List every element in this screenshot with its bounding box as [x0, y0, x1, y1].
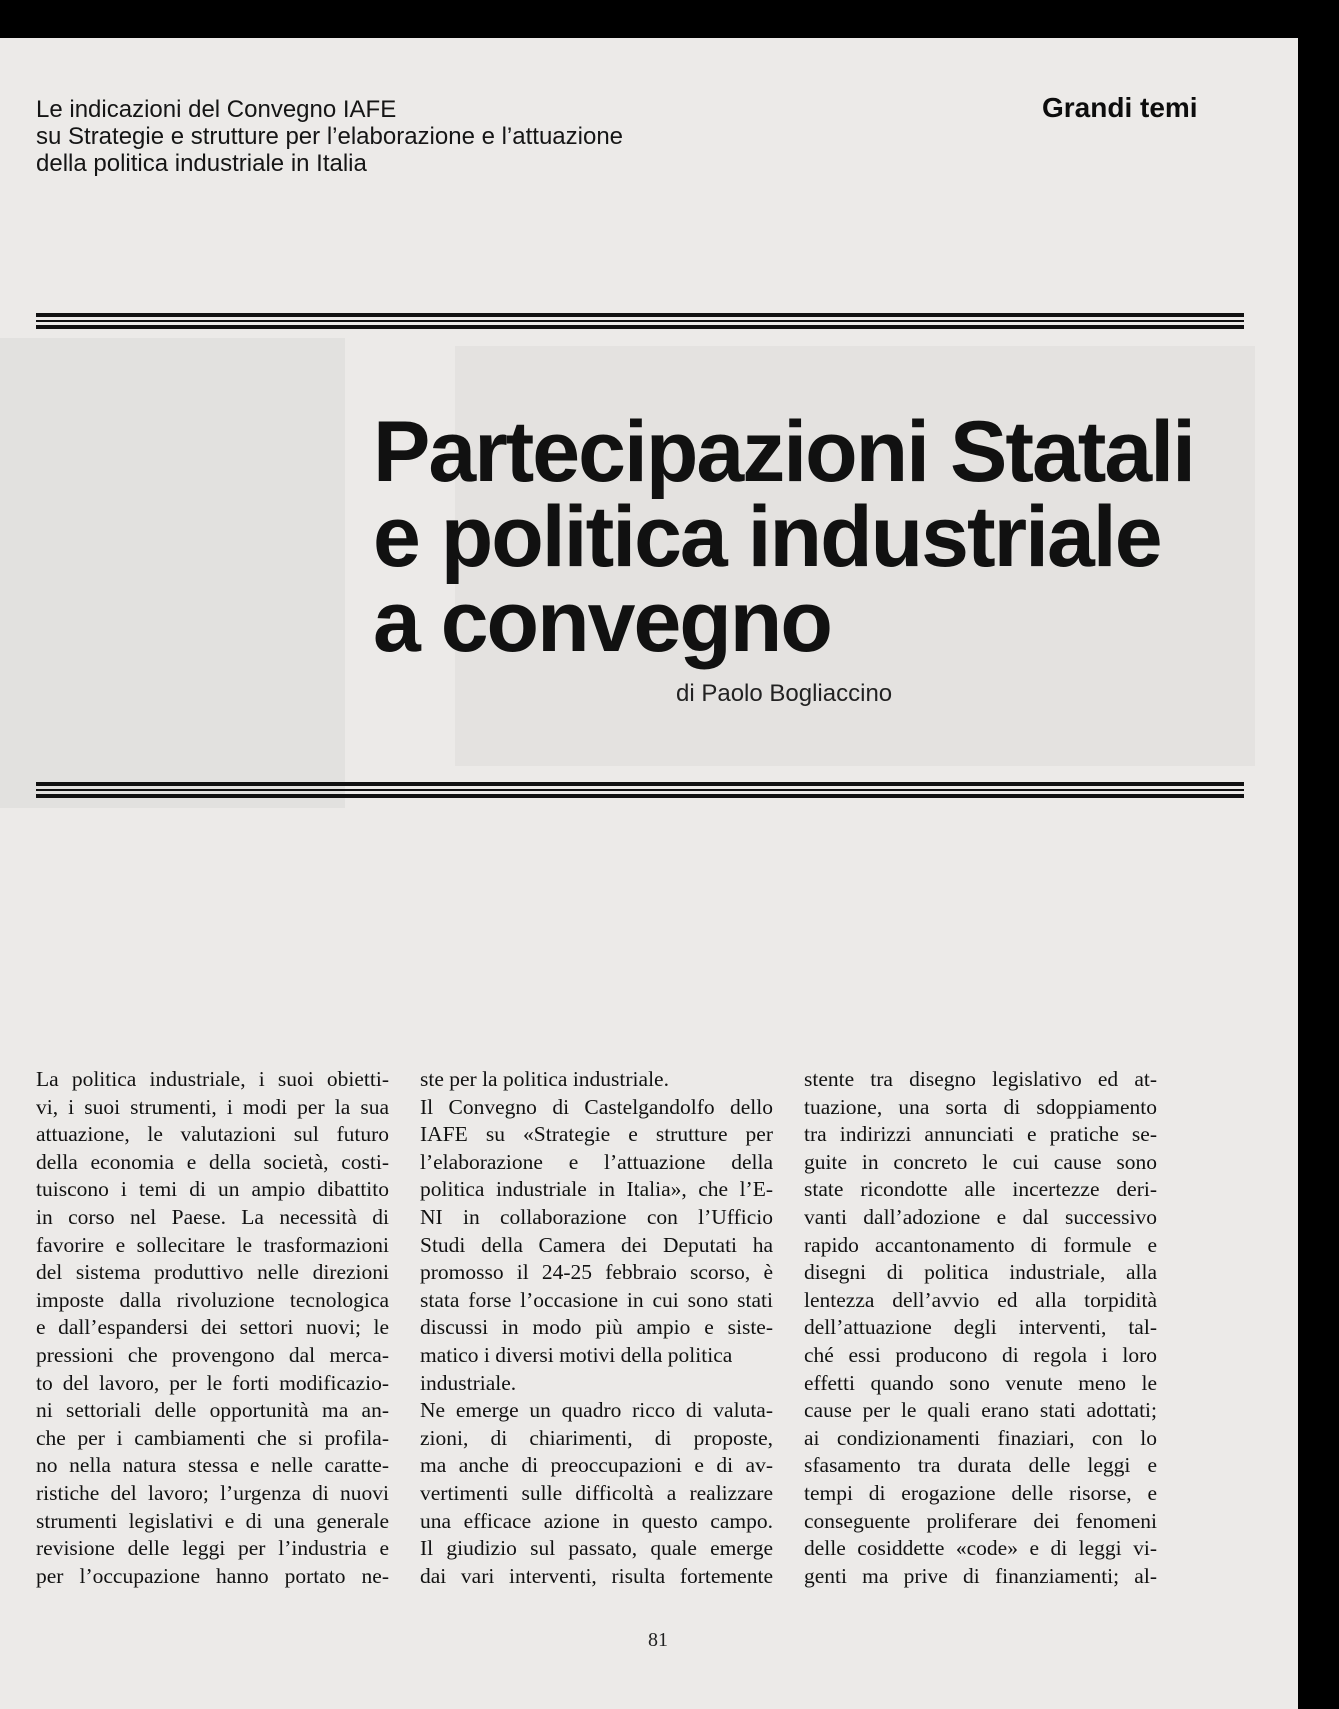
text-line: stente tra disegno legislativo ed at-	[804, 1067, 1157, 1091]
text-line: lentezza dell’avvio ed alla torpidità	[804, 1287, 1157, 1312]
text-line: ni settoriali delle opportunità ma an-	[36, 1398, 389, 1423]
top-rule-bottom	[36, 325, 1244, 329]
intro-line: su Strategie e strutture per l’elaborazione e l’attuazione	[36, 123, 624, 150]
page-number: 81	[648, 1629, 668, 1651]
text-line: Il Convegno di Castelgandolfo dello	[420, 1094, 773, 1119]
text-line: delle cosiddette «code» e di leggi vi-	[804, 1536, 1157, 1561]
text-line: in corso nel Paese. La necessità di	[36, 1204, 389, 1229]
text-line: strumenti legislativi e di una generale	[36, 1508, 389, 1533]
text-line: discussi in modo più ampio e siste-	[420, 1315, 773, 1340]
text-line: e dall’espandersi dei settori nuovi; le	[36, 1315, 389, 1340]
text-line: per l’occupazione hanno portato ne-	[36, 1563, 389, 1588]
title-line: e politica industriale	[373, 489, 1161, 585]
text-line: La politica industriale, i suoi obietti-	[36, 1067, 389, 1091]
top-rule-thin	[36, 320, 1244, 322]
text-line: promosso il 24-25 febbraio scorso, è	[420, 1260, 773, 1285]
text-line: tempi di erogazione delle risorse, e	[804, 1480, 1157, 1505]
text-line: zioni, di chiarimenti, di proposte,	[420, 1425, 773, 1450]
text-line: ma anche di preoccupazioni e di av-	[420, 1453, 773, 1478]
text-line: politica industriale in Italia», che l’E-	[420, 1177, 773, 1202]
text-line: attuazione, le valutazioni sul futuro	[36, 1122, 389, 1147]
intro-text	[36, 96, 836, 177]
text-line: conseguente proliferare dei fenomeni	[804, 1508, 1157, 1533]
text-line: tuazione, una sorta di sdoppiamento	[804, 1094, 1157, 1119]
column-2	[420, 1066, 773, 1590]
text-line: no nella natura stessa e nelle caratte-	[36, 1453, 389, 1478]
mid-rule	[36, 782, 1244, 786]
text-line: vanti dall’adozione e dal successivo	[804, 1204, 1157, 1229]
intro-line: Le indicazioni del Convegno IAFE	[36, 96, 397, 123]
text-line: pressioni che provengono dal merca-	[36, 1342, 389, 1367]
mid-rule-thin	[36, 789, 1244, 791]
text-line: favorire e sollecitare le trasformazioni	[36, 1232, 389, 1257]
text-line: Il giudizio sul passato, quale emerge	[420, 1536, 773, 1561]
text-line: genti ma prive di finanziamenti; al-	[804, 1563, 1157, 1588]
text-line: sfasamento tra durata delle leggi e	[804, 1453, 1157, 1478]
mid-rule-bottom	[36, 794, 1244, 798]
text-line: effetti quando sono venute meno le	[804, 1370, 1157, 1395]
text-line: vi, i suoi strumenti, i modi per la sua	[36, 1094, 389, 1119]
text-line: cause per le quali erano stati adottati;	[804, 1398, 1157, 1423]
text-line: che per i cambiamenti che si profila-	[36, 1425, 389, 1450]
text-line: ristiche del lavoro; l’urgenza di nuovi	[36, 1480, 389, 1505]
text-line: tuiscono i temi di un ampio dibattito	[36, 1177, 389, 1202]
text-line: IAFE su «Strategie e strutture per	[420, 1122, 773, 1147]
byline: di Paolo Bogliaccino	[676, 680, 893, 707]
text-line: NI in collaborazione con l’Ufficio	[420, 1204, 773, 1229]
text-line: disegni di politica industriale, alla	[804, 1260, 1157, 1285]
text-line: guite in concreto le cui cause sono	[804, 1149, 1157, 1174]
title-line: a convegno	[373, 574, 831, 670]
text-line: della economia e della società, costi-	[36, 1149, 389, 1174]
text-line: ai condizionamenti finaziari, con lo	[804, 1425, 1157, 1450]
top-rule	[36, 313, 1244, 317]
text-line: Ne emerge un quadro ricco di valuta-	[420, 1398, 773, 1423]
column-1	[36, 1066, 389, 1590]
text-line: ste per la politica industriale.	[420, 1067, 669, 1091]
column-3	[804, 1066, 1157, 1590]
intro-line: della politica industriale in Italia	[36, 150, 367, 177]
text-line: dai vari interventi, risulta fortemente	[420, 1563, 773, 1588]
text-line: industriale.	[420, 1370, 517, 1395]
text-line: Studi della Camera dei Deputati ha	[420, 1232, 773, 1257]
text-line: imposte dalla rivoluzione tecnologica	[36, 1287, 389, 1312]
text-line: matico i diversi motivi della politica	[420, 1342, 733, 1367]
text-line: to del lavoro, per le forti modificazio-	[36, 1370, 389, 1395]
article-title	[373, 404, 1273, 670]
text-line: rapido accantonamento di formule e	[804, 1232, 1157, 1257]
text-line: revisione delle leggi per l’industria e	[36, 1536, 389, 1561]
text-line: ché essi producono di regola i loro	[804, 1342, 1157, 1367]
text-line: vertimenti sulle difficoltà a realizzare	[420, 1480, 773, 1505]
text-line: dell’attuazione degli interventi, tal-	[804, 1315, 1157, 1340]
show-through-left	[0, 338, 345, 808]
section-label: Grandi temi	[1042, 92, 1198, 123]
text-line: l’elaborazione e l’attuazione della	[420, 1149, 773, 1174]
page	[0, 38, 1298, 1709]
text-line: state ricondotte alle incertezze deri-	[804, 1177, 1157, 1202]
title-line: Partecipazioni Statali	[373, 404, 1195, 500]
text-line: una efficace azione in questo campo.	[420, 1508, 773, 1533]
text-line: stata forse l’occasione in cui sono stati	[420, 1287, 773, 1312]
text-line: tra indirizzi annunciati e pratiche se-	[804, 1122, 1157, 1147]
text-line: del sistema produttivo nelle direzioni	[36, 1260, 389, 1285]
